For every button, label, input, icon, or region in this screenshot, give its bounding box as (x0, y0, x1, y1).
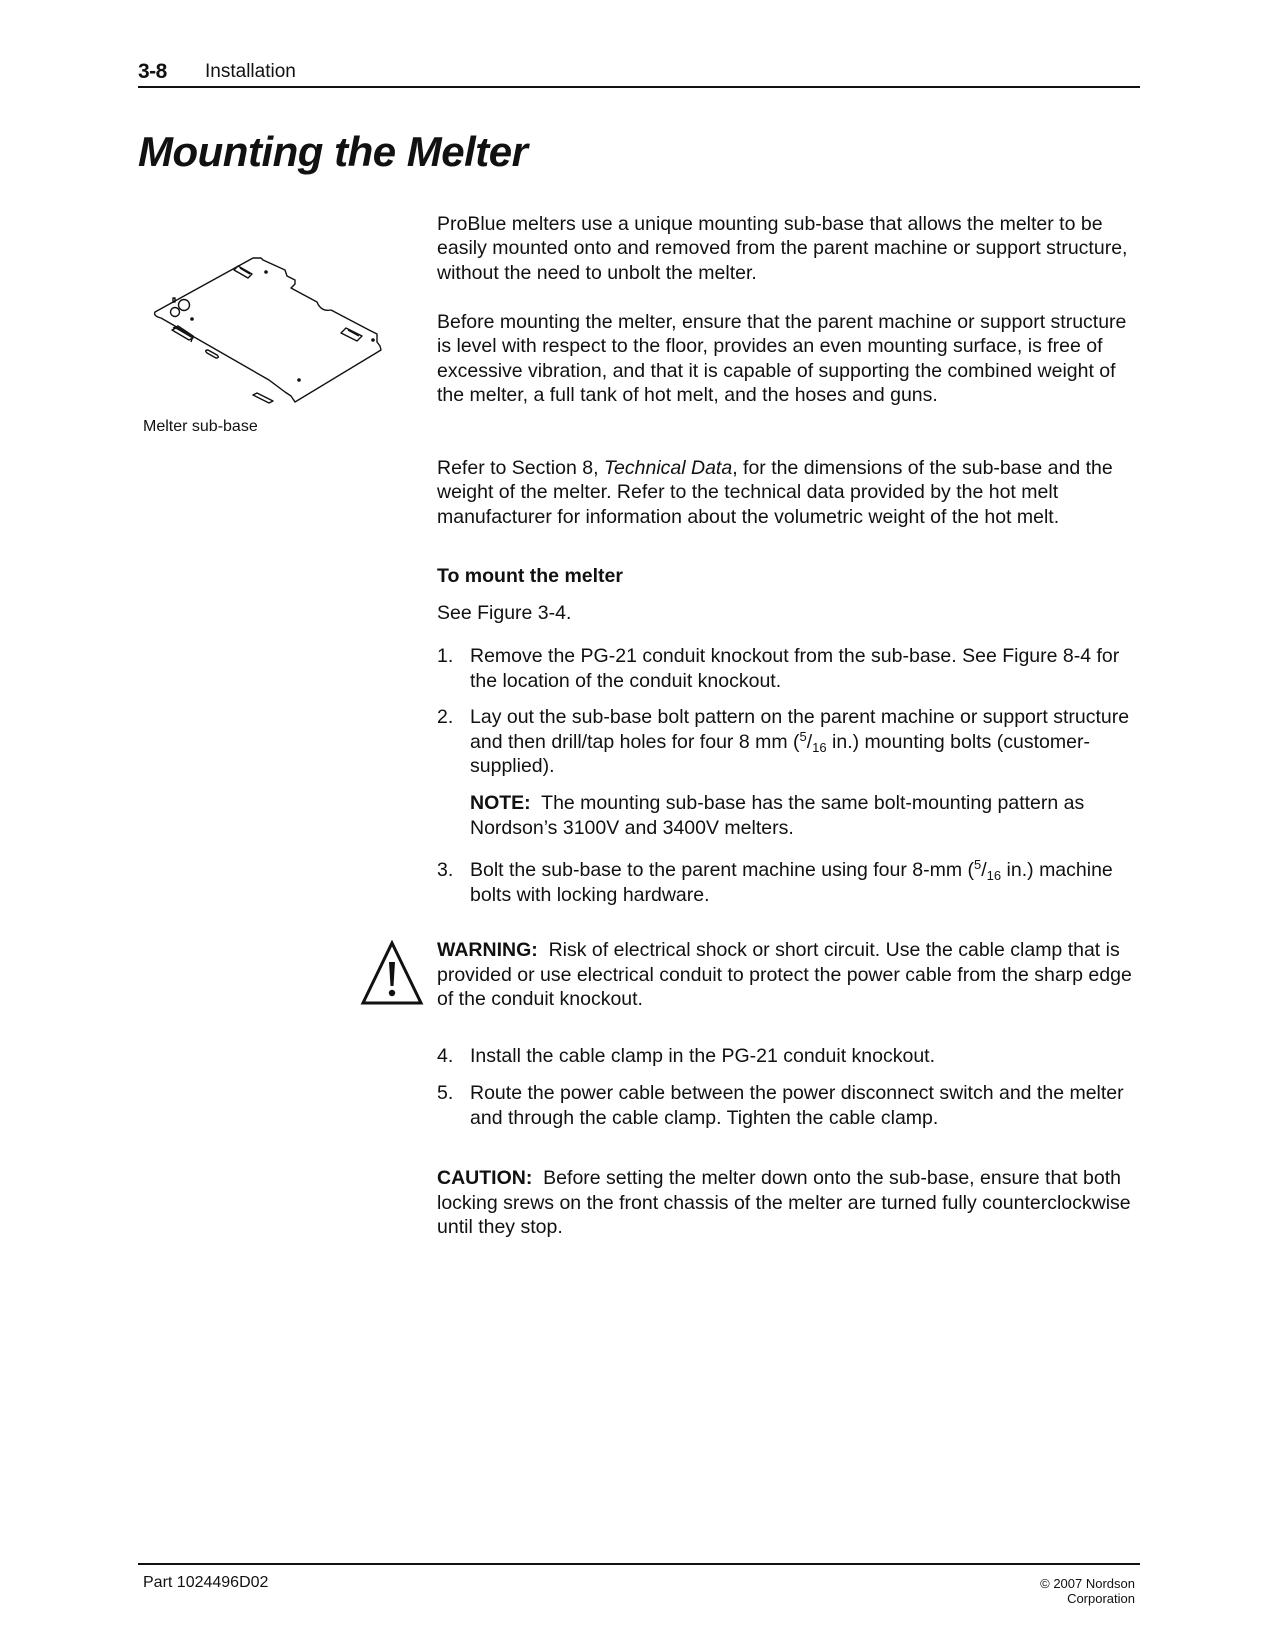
step-2 (437, 705, 1137, 779)
page-number: 3-8 (138, 60, 167, 83)
melter-sub-base-drawing (145, 250, 405, 410)
warning-text: Risk of electrical shock or short circuit. Use the cable clamp that is provided or use electrical conduit to protect the power cable from the sharp edge of the conduit knockout. (437, 939, 1132, 1010)
copyright: © 2007 Nordson Corporation (1040, 1576, 1135, 1606)
fraction-denominator: 16 (812, 739, 827, 755)
step-1 (437, 644, 1137, 693)
step-number: 4. (437, 1045, 454, 1067)
step-text (470, 858, 1137, 907)
step-number: 2. (437, 706, 454, 728)
procedure-heading: To mount the melter (437, 565, 623, 587)
fraction: $^5/_{16}$ (799, 728, 827, 755)
step-text-after: in.) machine bolts with locking hardware. (470, 859, 1113, 906)
warning-label: WARNING: (437, 939, 538, 961)
caution-text: Before setting the melter down onto the sub-base, ensure that both locking srews on the front chassis of the melter are turned fully counterclockwise until they stop. (437, 1167, 1131, 1238)
figure-caption: Melter sub-base (143, 418, 258, 435)
fraction-denominator: 16 (986, 868, 1002, 883)
step-number: 1. (437, 645, 454, 667)
footer-rule (138, 1563, 1140, 1565)
p3-text-before: Refer to Section 8, (437, 456, 604, 479)
step-text: Remove the PG-21 conduit knockout from the sub-base. See Figure 8-4 for the location of the conduit knockout. (470, 645, 1120, 692)
step-text (470, 705, 1137, 779)
fraction-numerator: 5 (799, 728, 807, 744)
section-name: Installation (205, 61, 296, 82)
page-title: Mounting the Melter (138, 128, 528, 175)
fraction-numerator: 5 (974, 857, 982, 872)
step-text: Route the power cable between the power disconnect switch and the melter and through the cable clamp. Tighten the cable clamp. (470, 1082, 1124, 1129)
warning-triangle-icon (360, 940, 424, 1006)
fraction: $^5/_{16}$ (974, 857, 1002, 883)
warning-block (437, 938, 1137, 1012)
note-block (470, 791, 1138, 840)
step-3 (437, 858, 1137, 907)
intro-paragraph-3 (437, 456, 1137, 530)
caution-label: CAUTION: (437, 1167, 533, 1189)
see-figure-text: See Figure 3-4. (437, 602, 572, 624)
caution-block (437, 1166, 1137, 1240)
step-number: 5. (437, 1082, 454, 1104)
technical-data-reference: Technical Data (603, 456, 733, 479)
step-4 (437, 1044, 1137, 1069)
intro-paragraph-2: Before mounting the melter, ensure that the parent machine or support structure is level with respect to the floor, provides an even mounting surface, is free of excessive vibration, and that it is capable of supporting the combined weight of the melter, a full tank of hot melt, and the hoses and guns. (437, 310, 1127, 406)
part-number: Part 1024496D02 (143, 1574, 269, 1591)
note-text: The mounting sub-base has the same bolt-mounting pattern as Nordson’s 3100V and 3400V melters. (470, 792, 1085, 839)
intro-paragraph-1: ProBlue melters use a unique mounting sub-base that allows the melter to be easily mounted onto and removed from the parent machine or support structure, without the need to unbolt the melter. (437, 212, 1128, 284)
step-text-before: Lay out the sub-base bolt pattern on the parent machine or support structure and then drill/tap holes for four 8 mm ( (470, 706, 1130, 753)
header-rule (138, 86, 1140, 88)
step-text-before: Bolt the sub-base to the parent machine using four 8-mm ( (470, 859, 975, 881)
step-text-after: in.) mounting bolts (customer-supplied). (470, 730, 1090, 777)
step-5 (437, 1081, 1137, 1130)
p3-text-after: , for the dimensions of the sub-base and the weight of the melter. Refer to the technical data provided by the hot melt manufacturer for information about the volumetric weight of the hot melt. (437, 456, 1113, 528)
note-label: NOTE: (470, 792, 531, 814)
step-number: 3. (437, 859, 454, 881)
step-text: Install the cable clamp in the PG-21 conduit knockout. (470, 1045, 936, 1067)
